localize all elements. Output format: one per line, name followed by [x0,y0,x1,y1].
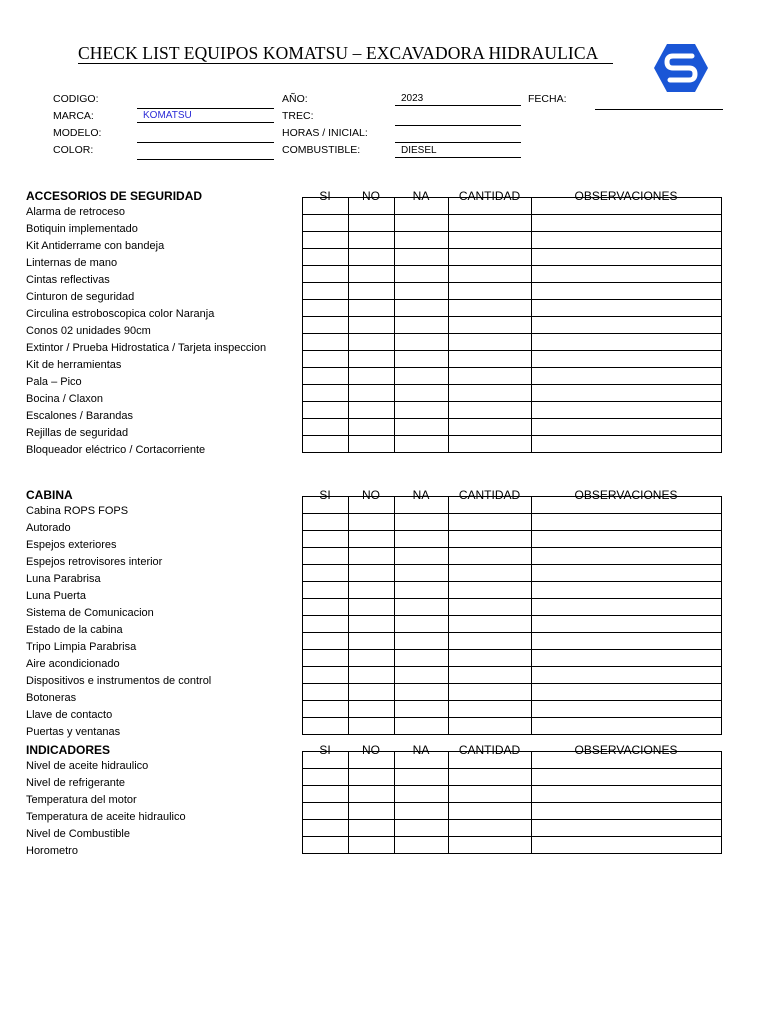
cell-si[interactable] [303,497,349,514]
cell-no[interactable] [349,368,395,385]
cell-no[interactable] [349,514,395,531]
marca-label: MARCA: [53,110,94,122]
checklist-item-label: Autorado [26,522,71,534]
checklist-item-label: Sistema de Comunicacion [26,607,154,619]
checklist-row [303,283,722,300]
cell-na[interactable] [395,436,449,453]
col-header-observaciones: OBSERVACIONES [574,488,678,502]
cell-cantidad[interactable] [449,419,532,436]
cell-cantidad[interactable] [449,701,532,718]
col-header-no: NO [362,189,380,203]
checklist-row [303,514,722,531]
checklist-row [303,266,722,283]
checklist-row [303,402,722,419]
cell-cantidad[interactable] [449,752,532,769]
cell-observaciones[interactable] [532,531,722,548]
checklist-row [303,820,722,837]
checklist-row [303,701,722,718]
cell-cantidad[interactable] [449,266,532,283]
checklist-item-label: Dispositivos e instrumentos de control [26,675,212,687]
cell-observaciones[interactable] [532,786,722,803]
checklist-row [303,548,722,565]
codigo-label: CODIGO: [53,93,99,105]
checklist-item-label: Botiquin implementado [26,223,138,235]
checklist-item-label: Aire acondicionado [26,658,120,670]
cell-si[interactable] [303,616,349,633]
cell-na[interactable] [395,317,449,334]
cell-si[interactable] [303,351,349,368]
cell-cantidad[interactable] [449,334,532,351]
checklist-row [303,385,722,402]
checklist-row [303,650,722,667]
cell-observaciones[interactable] [532,616,722,633]
cell-observaciones[interactable] [532,820,722,837]
cell-na[interactable] [395,300,449,317]
checklist-row [303,531,722,548]
combustible-label: COMBUSTIBLE: [282,144,361,156]
checklist-item-label: Botoneras [26,692,77,704]
cell-na[interactable] [395,215,449,232]
cell-observaciones[interactable] [532,701,722,718]
trec-label: TREC: [282,110,314,122]
cell-cantidad[interactable] [449,232,532,249]
cell-na[interactable] [395,650,449,667]
cell-si[interactable] [303,249,349,266]
col-header-na: NA [412,488,430,502]
cell-na[interactable] [395,820,449,837]
trec-field[interactable] [395,113,521,126]
cell-si[interactable] [303,385,349,402]
fecha-field[interactable] [595,97,723,110]
cell-observaciones[interactable] [532,752,722,769]
checklist-row [303,769,722,786]
modelo-field[interactable] [137,130,274,143]
checklist-row [303,198,722,215]
cell-na[interactable] [395,616,449,633]
cell-na[interactable] [395,667,449,684]
checklist-row [303,436,722,453]
cell-observaciones[interactable] [532,803,722,820]
cell-no[interactable] [349,334,395,351]
cell-na[interactable] [395,249,449,266]
codigo-field[interactable] [137,96,274,109]
checklist-row [303,599,722,616]
cell-na[interactable] [395,266,449,283]
cell-na[interactable] [395,351,449,368]
cell-si[interactable] [303,334,349,351]
checklist-item-label: Escalones / Barandas [26,410,134,422]
cell-cantidad[interactable] [449,820,532,837]
cell-si[interactable] [303,820,349,837]
cell-si[interactable] [303,599,349,616]
checklist-row [303,232,722,249]
cell-no[interactable] [349,752,395,769]
checklist-row [303,497,722,514]
cell-no[interactable] [349,803,395,820]
cell-si[interactable] [303,752,349,769]
col-header-cantidad: CANTIDAD [458,488,521,502]
cell-si[interactable] [303,684,349,701]
cell-observaciones[interactable] [532,497,722,514]
cell-observaciones[interactable] [532,300,722,317]
cell-observaciones[interactable] [532,548,722,565]
cell-si[interactable] [303,786,349,803]
cell-no[interactable] [349,599,395,616]
checklist-row [303,565,722,582]
section-title: CABINA [26,488,73,502]
checklist-item-label: Estado de la cabina [26,624,123,636]
cell-si[interactable] [303,837,349,854]
cell-cantidad[interactable] [449,803,532,820]
cell-cantidad[interactable] [449,633,532,650]
checklist-item-label: Luna Parabrisa [26,573,101,585]
cell-cantidad[interactable] [449,215,532,232]
cell-na[interactable] [395,531,449,548]
cell-cantidad[interactable] [449,684,532,701]
checklist-item-label: Pala – Pico [26,376,82,388]
check-grid [302,496,722,735]
cell-si[interactable] [303,582,349,599]
cell-observaciones[interactable] [532,684,722,701]
item-list [26,758,301,860]
col-header-observaciones: OBSERVACIONES [574,743,678,757]
cell-si[interactable] [303,215,349,232]
cell-na[interactable] [395,752,449,769]
checklist-row [303,684,722,701]
cell-na[interactable] [395,769,449,786]
cell-no[interactable] [349,684,395,701]
cell-cantidad[interactable] [449,565,532,582]
cell-si[interactable] [303,198,349,215]
cell-no[interactable] [349,786,395,803]
cell-cantidad[interactable] [449,402,532,419]
cell-si[interactable] [303,769,349,786]
cell-observaciones[interactable] [532,718,722,735]
cell-observaciones[interactable] [532,249,722,266]
cell-si[interactable] [303,803,349,820]
cell-no[interactable] [349,531,395,548]
cell-na[interactable] [395,198,449,215]
item-list [26,204,301,459]
checklist-item-label: Cabina ROPS FOPS [26,505,129,517]
cell-observaciones[interactable] [532,565,722,582]
col-header-na: NA [412,189,430,203]
cell-si[interactable] [303,650,349,667]
cell-na[interactable] [395,497,449,514]
cell-cantidad[interactable] [449,718,532,735]
cell-no[interactable] [349,582,395,599]
cell-si[interactable] [303,300,349,317]
cell-no[interactable] [349,701,395,718]
cell-si[interactable] [303,402,349,419]
col-header-cantidad: CANTIDAD [458,189,521,203]
cell-si[interactable] [303,419,349,436]
checklist-item-label: Rejillas de seguridad [26,427,129,439]
cell-no[interactable] [349,633,395,650]
cell-no[interactable] [349,820,395,837]
checklist-item-label: Circulina estroboscopica color Naranja [26,308,215,320]
checklist-row [303,752,722,769]
section-title: INDICADORES [26,743,111,757]
checklist-item-label: Kit Antiderrame con bandeja [26,240,165,252]
cell-cantidad[interactable] [449,548,532,565]
anio-field[interactable]: 2023 [395,93,521,106]
checklist-item-label: Kit de herramientas [26,359,122,371]
cell-no[interactable] [349,283,395,300]
cell-si[interactable] [303,531,349,548]
cell-cantidad[interactable] [449,616,532,633]
cell-cantidad[interactable] [449,368,532,385]
check-grid [302,197,722,453]
checklist-item-label: Puertas y ventanas [26,726,121,738]
cell-no[interactable] [349,266,395,283]
checklist-row [303,582,722,599]
cell-no[interactable] [349,769,395,786]
cell-na[interactable] [395,633,449,650]
cell-no[interactable] [349,351,395,368]
cell-no[interactable] [349,667,395,684]
checklist-row [303,215,722,232]
cell-cantidad[interactable] [449,599,532,616]
cell-si[interactable] [303,283,349,300]
cell-observaciones[interactable] [532,667,722,684]
cell-na[interactable] [395,368,449,385]
cell-na[interactable] [395,565,449,582]
checklist-row [303,616,722,633]
fecha-label: FECHA: [528,93,567,105]
section-indicadores [0,742,768,867]
checklist-item-label: Extintor / Prueba Hidrostatica / Tarjeta inspeccion [26,342,267,354]
cell-cantidad[interactable] [449,497,532,514]
col-header-no: NO [362,488,380,502]
cell-no[interactable] [349,300,395,317]
cell-cantidad[interactable] [449,351,532,368]
checklist-row [303,300,722,317]
cell-na[interactable] [395,803,449,820]
checklist-item-label: Llave de contacto [26,709,113,721]
cell-observaciones[interactable] [532,198,722,215]
checklist-row [303,633,722,650]
cell-cantidad[interactable] [449,582,532,599]
col-header-no: NO [362,743,380,757]
cell-no[interactable] [349,616,395,633]
checklist-row [303,368,722,385]
checklist-row [303,317,722,334]
checklist-item-label: Espejos retrovisores interior [26,556,163,568]
color-label: COLOR: [53,144,94,156]
cell-si[interactable] [303,548,349,565]
cell-no[interactable] [349,497,395,514]
cell-na[interactable] [395,599,449,616]
checklist-item-label: Espejos exteriores [26,539,117,551]
cell-si[interactable] [303,266,349,283]
cell-si[interactable] [303,718,349,735]
checklist-row [303,249,722,266]
cell-no[interactable] [349,548,395,565]
cell-na[interactable] [395,786,449,803]
cell-observaciones[interactable] [532,385,722,402]
col-header-si: SI [319,743,331,757]
checklist-row [303,803,722,820]
cell-na[interactable] [395,548,449,565]
cell-observaciones[interactable] [532,436,722,453]
checklist-item-label: Tripo Limpia Parabrisa [26,641,137,653]
cell-na[interactable] [395,232,449,249]
col-header-si: SI [319,488,331,502]
cell-si[interactable] [303,701,349,718]
cell-cantidad[interactable] [449,786,532,803]
cell-na[interactable] [395,419,449,436]
cell-cantidad[interactable] [449,769,532,786]
checklist-item-label: Nivel de aceite hidraulico [26,760,149,772]
cell-na[interactable] [395,283,449,300]
col-header-cantidad: CANTIDAD [458,743,521,757]
color-field[interactable] [137,147,274,160]
section-cabina [0,487,768,742]
cell-na[interactable] [395,402,449,419]
cell-observaciones[interactable] [532,232,722,249]
cell-observaciones[interactable] [532,368,722,385]
cell-na[interactable] [395,718,449,735]
cell-observaciones[interactable] [532,514,722,531]
cell-no[interactable] [349,249,395,266]
cell-observaciones[interactable] [532,419,722,436]
cell-si[interactable] [303,436,349,453]
cell-na[interactable] [395,582,449,599]
cell-cantidad[interactable] [449,531,532,548]
item-list [26,503,301,741]
checklist-item-label: Alarma de retroceso [26,206,126,218]
check-grid [302,751,722,854]
checklist-row [303,351,722,368]
cell-cantidad[interactable] [449,249,532,266]
cell-observaciones[interactable] [532,769,722,786]
checklist-row [303,837,722,854]
checklist-item-label: Temperatura de aceite hidraulico [26,811,186,823]
section-title: ACCESORIOS DE SEGURIDAD [26,189,203,203]
cell-no[interactable] [349,650,395,667]
cell-no[interactable] [349,402,395,419]
cell-observaciones[interactable] [532,334,722,351]
checklist-row [303,718,722,735]
cell-si[interactable] [303,565,349,582]
checklist-item-label: Temperatura del motor [26,794,137,806]
cell-observaciones[interactable] [532,633,722,650]
checklist-row [303,786,722,803]
cell-na[interactable] [395,701,449,718]
cell-cantidad[interactable] [449,667,532,684]
checklist-row [303,419,722,436]
checklist-item-label: Horometro [26,845,78,857]
col-header-observaciones: OBSERVACIONES [574,189,678,203]
cell-cantidad[interactable] [449,436,532,453]
cell-no[interactable] [349,718,395,735]
cell-observaciones[interactable] [532,402,722,419]
horas-field[interactable] [395,130,521,143]
cell-observaciones[interactable] [532,582,722,599]
checklist-row [303,667,722,684]
cell-no[interactable] [349,385,395,402]
cell-cantidad[interactable] [449,837,532,854]
cell-si[interactable] [303,514,349,531]
marca-field[interactable]: KOMATSU [137,110,274,123]
cell-observaciones[interactable] [532,599,722,616]
checklist-item-label: Conos 02 unidades 90cm [26,325,151,337]
cell-cantidad[interactable] [449,650,532,667]
cell-cantidad[interactable] [449,317,532,334]
cell-observaciones[interactable] [532,837,722,854]
cell-observaciones[interactable] [532,351,722,368]
cell-si[interactable] [303,317,349,334]
cell-no[interactable] [349,232,395,249]
cell-cantidad[interactable] [449,300,532,317]
cell-na[interactable] [395,684,449,701]
combustible-field[interactable]: DIESEL [395,145,521,158]
checklist-row [303,334,722,351]
cell-cantidad[interactable] [449,198,532,215]
cell-cantidad[interactable] [449,385,532,402]
cell-si[interactable] [303,667,349,684]
checklist-item-label: Bloqueador eléctrico / Cortacorriente [26,444,206,456]
cell-na[interactable] [395,514,449,531]
company-logo-icon [653,43,709,93]
cell-na[interactable] [395,334,449,351]
cell-si[interactable] [303,232,349,249]
checklist-item-label: Linternas de mano [26,257,118,269]
page-title: CHECK LIST EQUIPOS KOMATSU – EXCAVADORA HIDRAULICA [78,43,613,64]
cell-no[interactable] [349,565,395,582]
checklist-item-label: Nivel de Combustible [26,828,130,840]
cell-si[interactable] [303,633,349,650]
checklist-item-label: Cinturon de seguridad [26,291,135,303]
cell-no[interactable] [349,215,395,232]
cell-observaciones[interactable] [532,317,722,334]
cell-observaciones[interactable] [532,266,722,283]
cell-observaciones[interactable] [532,215,722,232]
cell-na[interactable] [395,385,449,402]
modelo-label: MODELO: [53,127,102,139]
cell-na[interactable] [395,837,449,854]
checklist-item-label: Bocina / Claxon [26,393,104,405]
checklist-item-label: Cintas reflectivas [26,274,110,286]
section-accesorios [0,188,768,463]
col-header-si: SI [319,189,331,203]
cell-si[interactable] [303,368,349,385]
cell-no[interactable] [349,419,395,436]
cell-cantidad[interactable] [449,514,532,531]
cell-no[interactable] [349,317,395,334]
cell-no[interactable] [349,436,395,453]
anio-label: AÑO: [282,93,308,105]
cell-no[interactable] [349,837,395,854]
cell-observaciones[interactable] [532,650,722,667]
col-header-na: NA [412,743,430,757]
checklist-item-label: Luna Puerta [26,590,86,602]
checklist-item-label: Nivel de refrigerante [26,777,126,789]
cell-cantidad[interactable] [449,283,532,300]
cell-no[interactable] [349,198,395,215]
cell-observaciones[interactable] [532,283,722,300]
horas-label: HORAS / INICIAL: [282,127,368,139]
